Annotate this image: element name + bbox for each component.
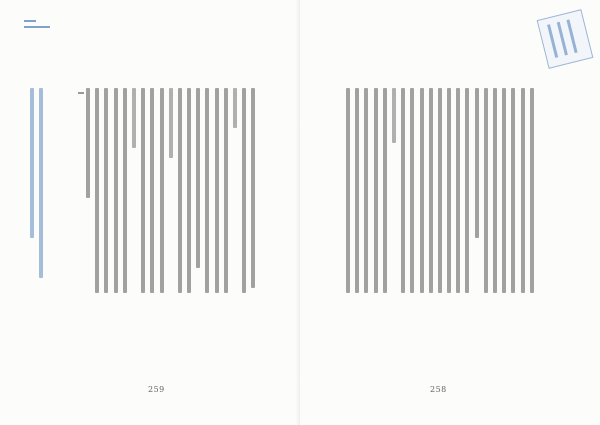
right-page (300, 0, 600, 425)
left-page-text-block (86, 88, 255, 298)
side-callout (537, 9, 594, 69)
running-header (24, 20, 52, 32)
page-number-left: 259 (148, 385, 165, 394)
right-page-text-block (346, 88, 534, 298)
page-number-right: 258 (430, 385, 447, 394)
footnote-block (30, 88, 43, 298)
